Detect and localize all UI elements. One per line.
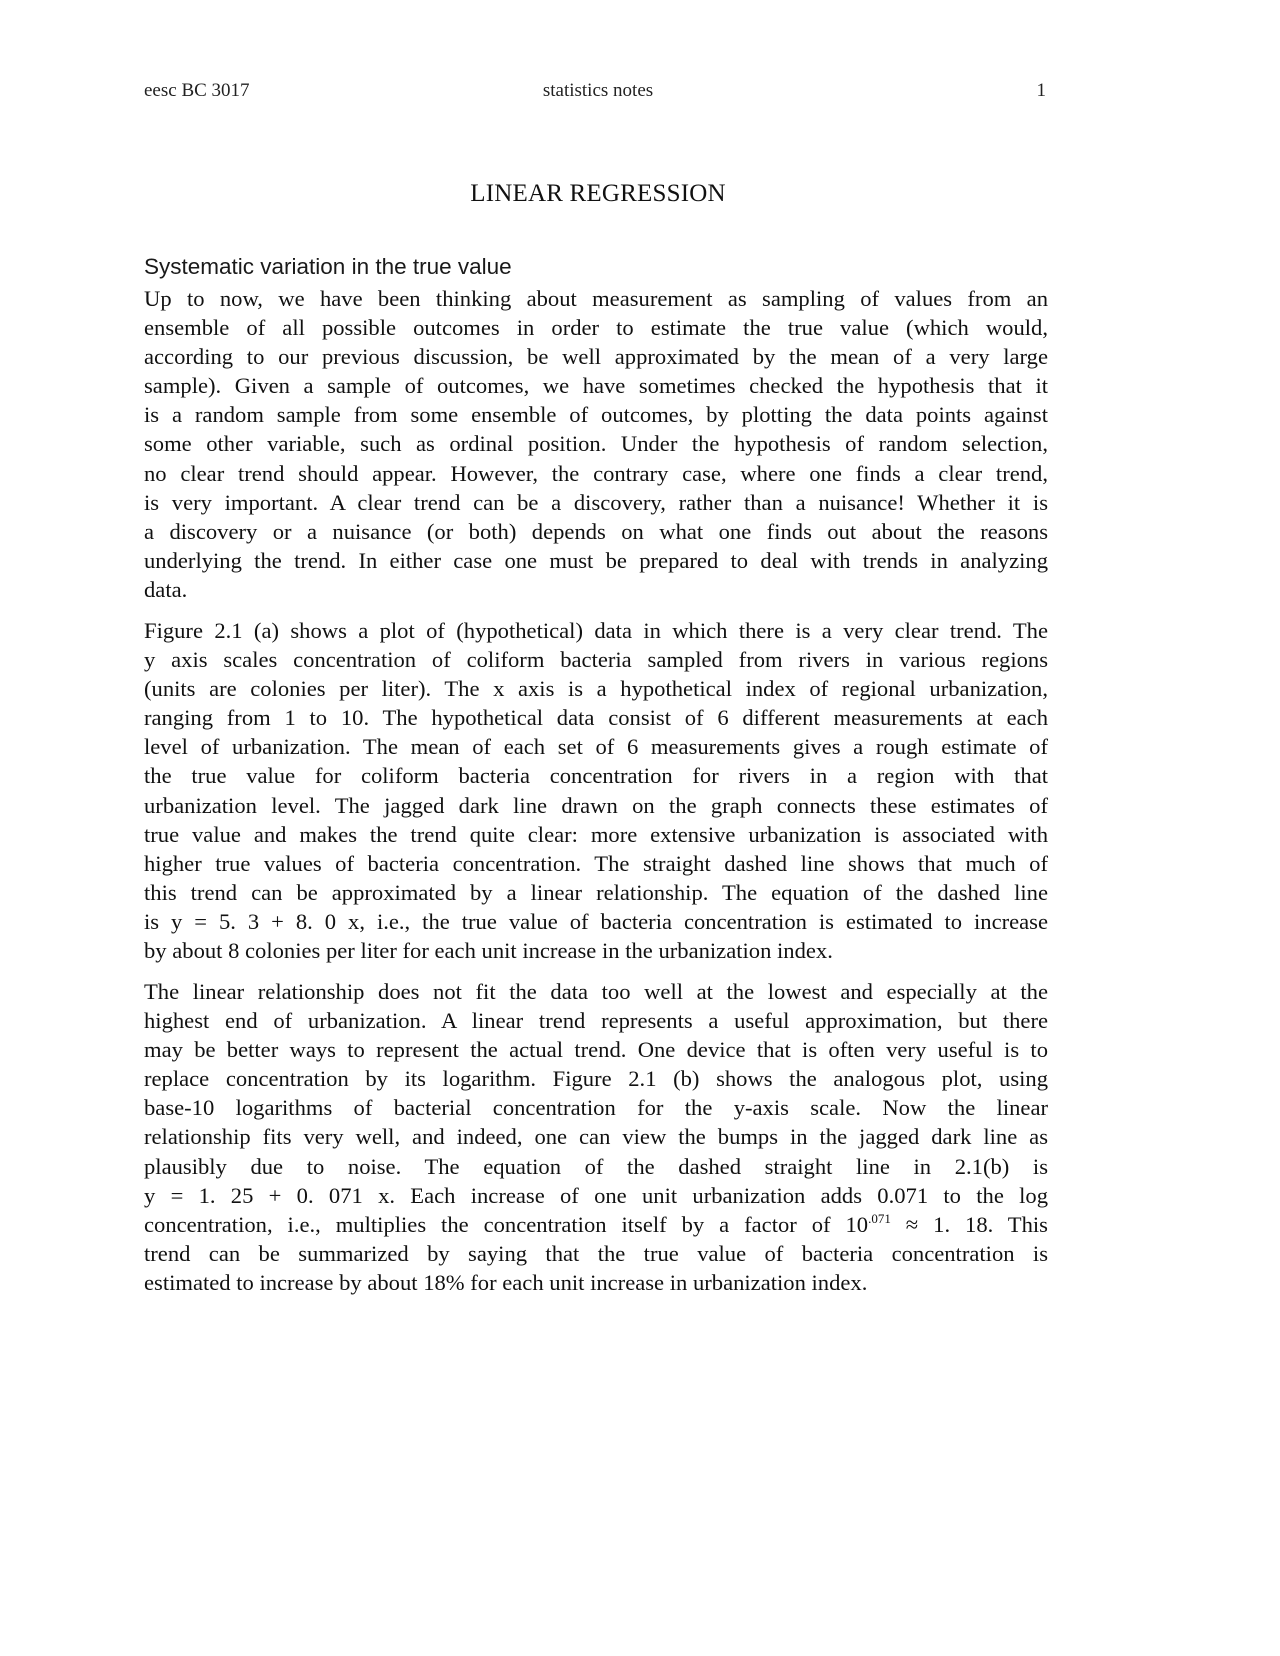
text-line: urbanization level. The jagged dark line drawn on the graph connects these estimates of — [144, 792, 1048, 818]
text-line: (units are colonies per liter). The x axis is a hypothetical index of regional urbanization, — [144, 676, 1048, 702]
paragraph-1 — [144, 284, 1048, 604]
text-line: underlying the trend. In either case one must be prepared to deal with trends in analyzing — [144, 547, 1048, 573]
section-heading: Systematic variation in the true value — [144, 254, 512, 279]
text-line: some other variable, such as ordinal position. Under the hypothesis of random selection, — [144, 431, 1048, 457]
text-line: Figure 2.1 (a) shows a plot of (hypothetical) data in which there is a very clear trend. The — [144, 618, 1048, 643]
page-number: 1 — [1036, 80, 1046, 101]
exponent: .071 — [868, 1210, 891, 1226]
text-line: ranging from 1 to 10. The hypothetical data consist of 6 different measurements at each — [144, 705, 1048, 731]
text-line: relationship fits very well, and indeed, one can view the bumps in the jagged dark line as — [144, 1124, 1048, 1150]
text-line: true value and makes the trend quite clear: more extensive urbanization is associated with — [144, 821, 1048, 847]
text-line: base-10 logarithms of bacterial concentration for the y-axis scale. Now the linear — [144, 1095, 1048, 1121]
text-line: ensemble of all possible outcomes in order to estimate the true value (which would, — [144, 315, 1048, 341]
text-segment: concentration, i.e., multiplies the concentration itself by a factor of 10 — [144, 1211, 869, 1237]
text-line: is very important. A clear trend can be a discovery, rather than a nuisance! Whether it is — [144, 489, 1048, 515]
header-course: eesc BC 3017 — [144, 80, 250, 101]
text-line: The linear relationship does not fit the data too well at the lowest and especially at the — [144, 979, 1048, 1004]
text-line: replace concentration by its logarithm. Figure 2.1 (b) shows the analogous plot, using — [144, 1066, 1048, 1092]
text-line: higher true values of bacteria concentration. The straight dashed line shows that much of — [144, 850, 1048, 876]
text-line: a discovery or a nuisance (or both) depends on what one finds out about the reasons — [144, 518, 1048, 544]
header-subject: statistics notes — [542, 80, 654, 101]
text-line: level of urbanization. The mean of each set of 6 measurements gives a rough estimate of — [144, 734, 1048, 760]
text-line: plausibly due to noise. The equation of the dashed straight line in 2.1(b) is — [144, 1153, 1048, 1179]
text-line: Up to now, we have been thinking about measurement as sampling of values from an — [144, 286, 1048, 311]
text-line: the true value for coliform bacteria concentration for rivers in a region with that — [144, 763, 1048, 789]
text-line: trend can be summarized by saying that the true value of bacteria concentration is — [144, 1240, 1048, 1266]
text-line: sample). Given a sample of outcomes, we have sometimes checked the hypothesis that it — [144, 373, 1048, 399]
text-line: data. — [144, 576, 188, 602]
text-line: is a random sample from some ensemble of outcomes, by plotting the data points against — [144, 402, 1048, 428]
paragraph-3 — [144, 977, 1048, 1297]
text-line: is y = 5. 3 + 8. 0 x, i.e., the true value of bacteria concentration is estimated to increase — [144, 908, 1048, 934]
text-line: y axis scales concentration of coliform bacteria sampled from rivers in various regions — [144, 647, 1048, 673]
text-segment: ≈ 1. 18. This — [890, 1211, 1048, 1237]
text-line: no clear trend should appear. However, the contrary case, where one finds a clear trend, — [144, 460, 1048, 486]
text-line: this trend can be approximated by a linear relationship. The equation of the dashed line — [144, 879, 1048, 905]
text-line: by about 8 colonies per liter for each unit increase in the urbanization index. — [144, 938, 833, 964]
text-line: may be better ways to represent the actual trend. One device that is often very useful is to — [144, 1037, 1048, 1063]
page-title: LINEAR REGRESSION — [470, 180, 726, 207]
text-line: according to our previous discussion, be well approximated by the mean of a very large — [144, 344, 1048, 370]
text-line: estimated to increase by about 18% for each unit increase in urbanization index. — [144, 1269, 868, 1295]
paragraph-2 — [144, 616, 1048, 965]
text-line: y = 1. 25 + 0. 071 x. Each increase of one unit urbanization adds 0.071 to the log — [144, 1182, 1048, 1208]
text-line — [144, 1210, 1048, 1239]
text-line: highest end of urbanization. A linear trend represents a useful approximation, but there — [144, 1008, 1048, 1034]
